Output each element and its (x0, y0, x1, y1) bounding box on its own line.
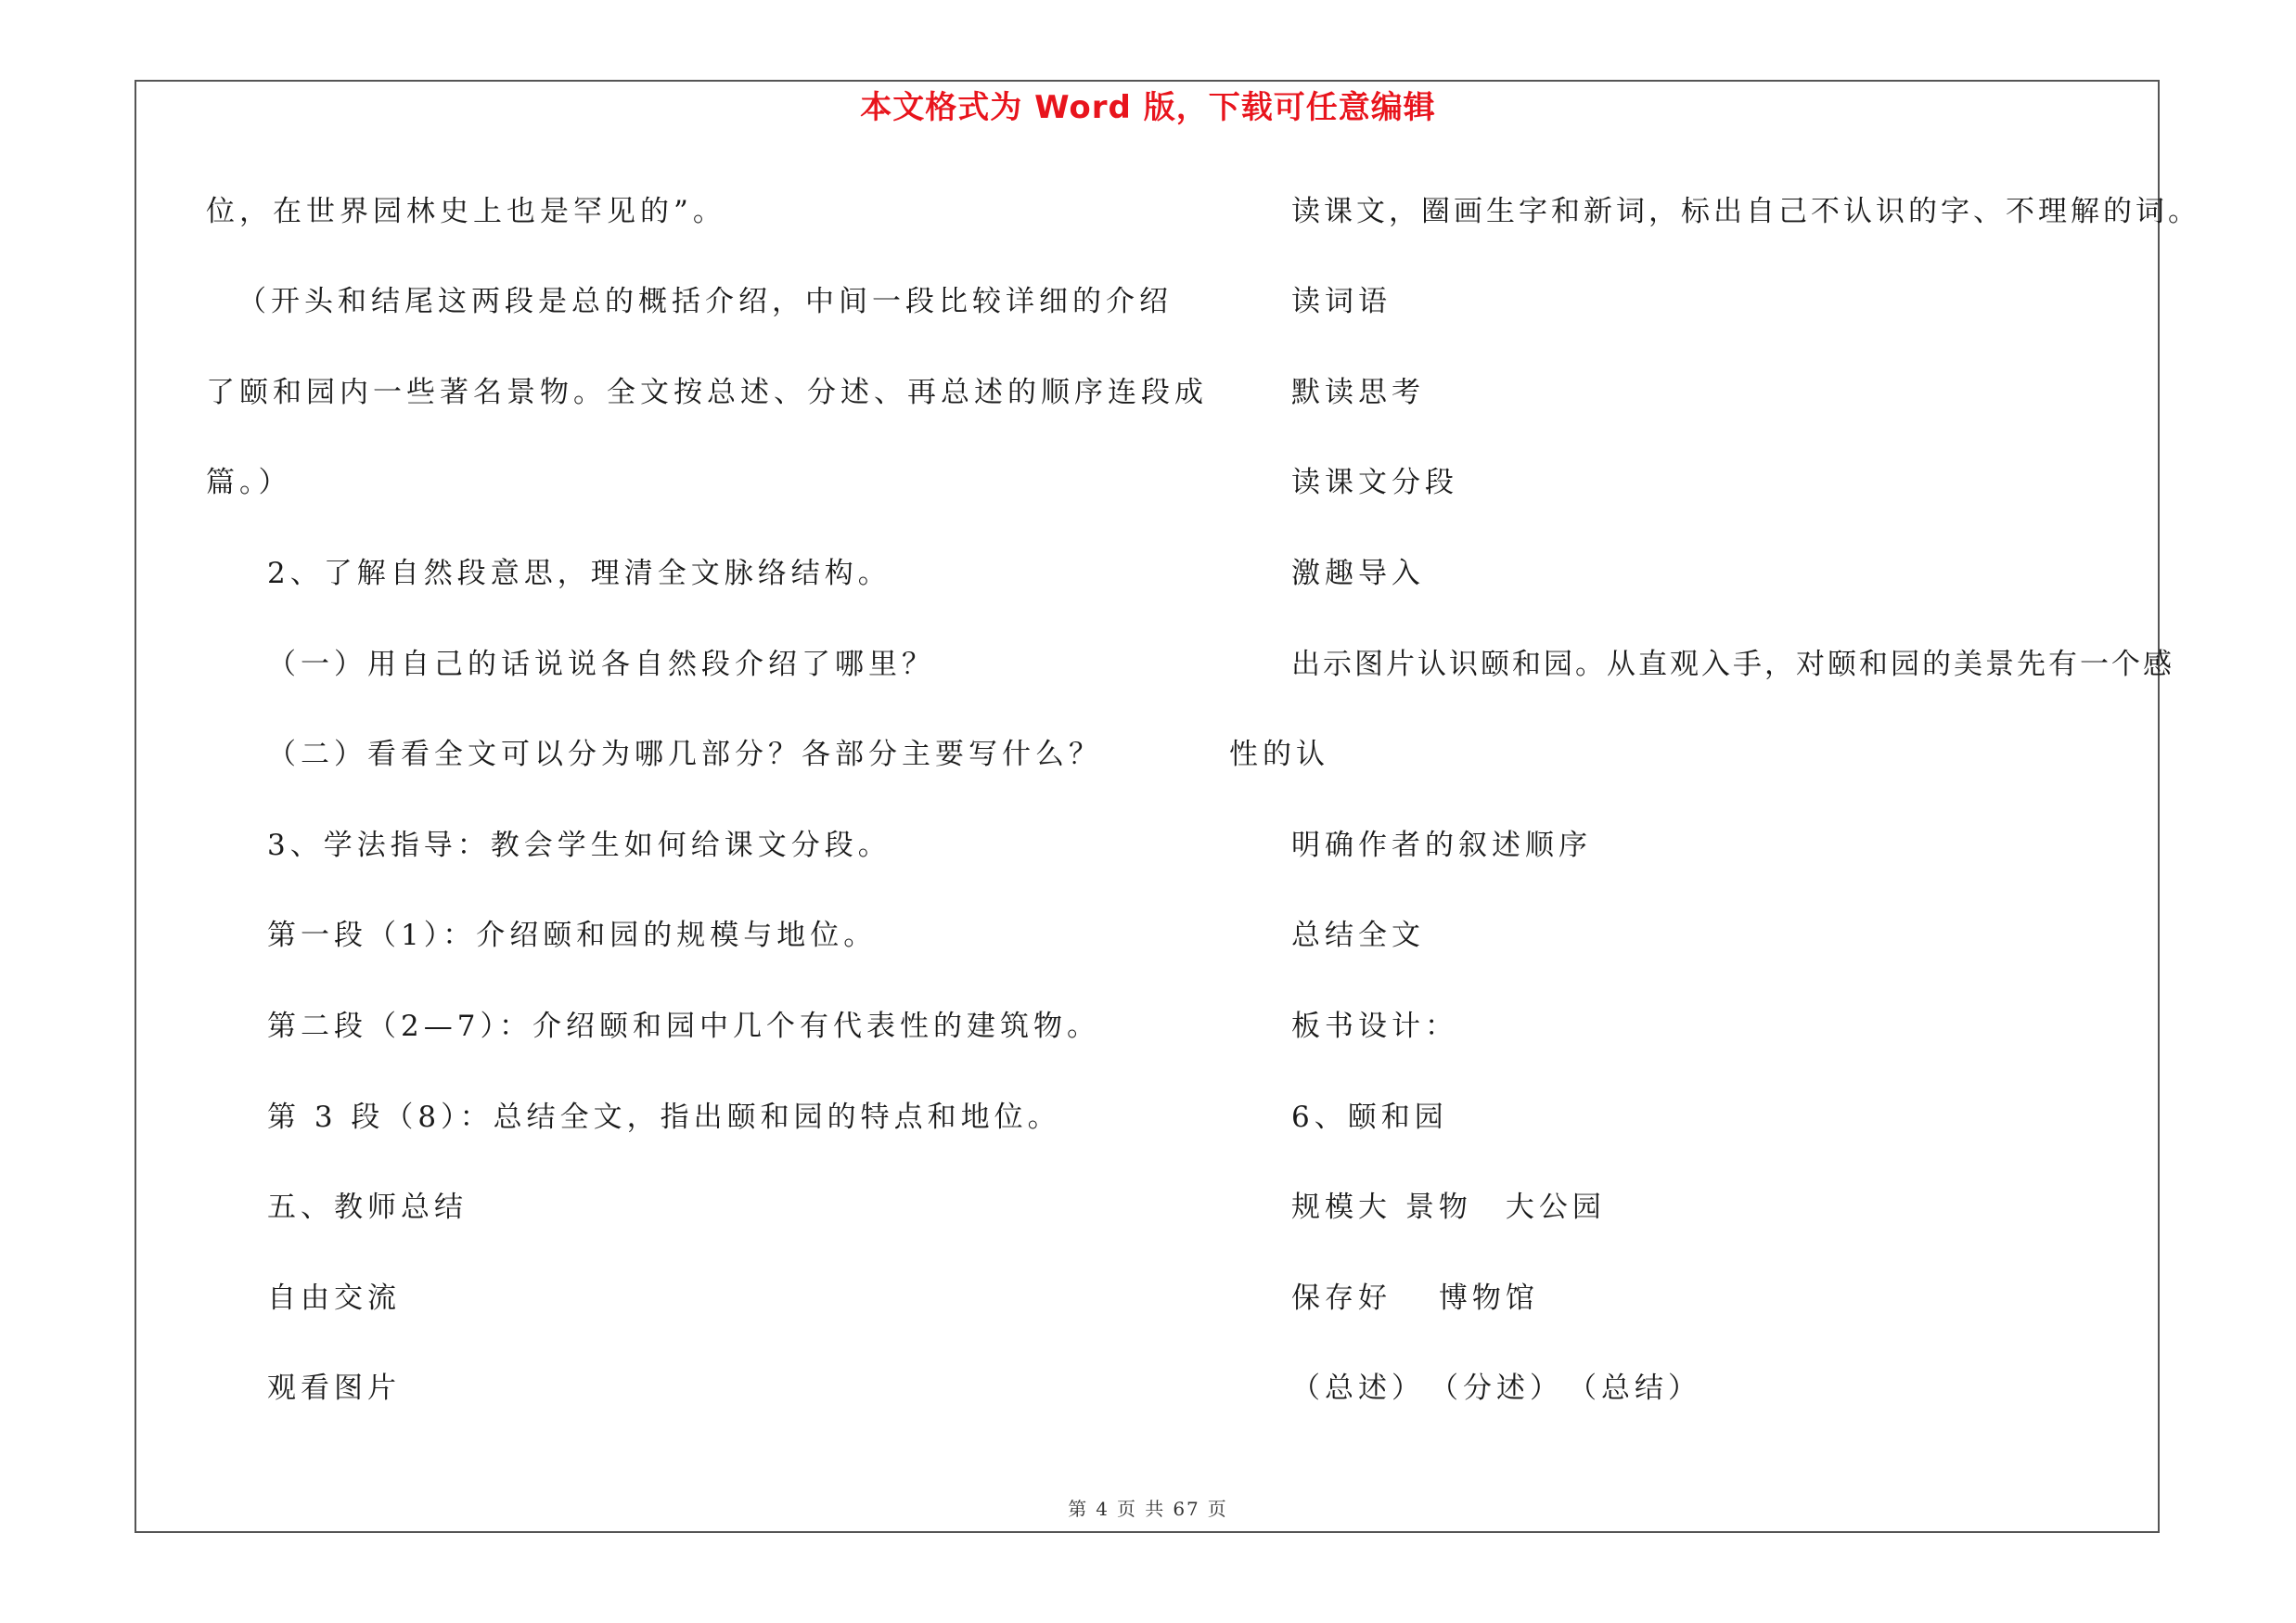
left-text-line: 五、教师总结 (267, 1191, 468, 1224)
page-footer (0, 1494, 2296, 1521)
right-text-line: 读课文分段 (1291, 466, 1458, 499)
left-text-line: （一）用自己的话说说各自然段介绍了哪里？ (267, 648, 935, 681)
right-text-line: 总结全文 (1291, 919, 1425, 952)
left-text-line: 观看图片 (267, 1372, 401, 1405)
right-text-line: 保存好 博物馆 (1291, 1282, 1539, 1315)
format-banner: 本文格式为 Word 版，下载可任意编辑 (860, 89, 1436, 126)
right-text-line: 读课文，圈画生字和新词，标出自己不认识的字、不理解的词。 (1291, 195, 2200, 228)
left-text-line: 第 3 段（8）：总结全文，指出颐和园的特点和地位。 (267, 1101, 1061, 1134)
left-text-line: 篇。） (206, 466, 292, 499)
left-text-line: 位，在世界园林史上也是罕见的”。 (206, 195, 726, 228)
left-text-line: 第一段（1）：介绍颐和园的规模与地位。 (267, 919, 878, 952)
footer-total-pages: 67 (1173, 1498, 1200, 1520)
footer-prefix: 第 (1068, 1498, 1089, 1520)
right-text-line: 明确作者的叙述顺序 (1291, 829, 1592, 862)
right-text-line: 默读思考 (1291, 376, 1425, 409)
left-text-line: 第二段（2—7）：介绍颐和园中几个有代表性的建筑物。 (267, 1010, 1100, 1043)
left-text-line: 自由交流 (267, 1282, 401, 1315)
right-text-line: 规模大 景物 大公园 (1291, 1191, 1606, 1224)
left-text-line: （开头和结尾这两段是总的概括介绍，中间一段比较详细的介绍 (237, 285, 1173, 318)
left-text-line: （二）看看全文可以分为哪几部分？各部分主要写什么？ (267, 738, 1102, 771)
left-text-line: 了颐和园内一些著名景物。全文按总述、分述、再总述的顺序连段成 (206, 376, 1208, 409)
right-text-line: 出示图片认识颐和园。从直观入手，对颐和园的美景先有一个感 (1291, 648, 2174, 681)
footer-middle: 页 共 (1116, 1498, 1166, 1520)
left-text-line: 2、了解自然段意思，理清全文脉络结构。 (267, 557, 891, 590)
right-text-line: 激趣导入 (1291, 557, 1425, 590)
left-text-line: 3、学法指导：教会学生如何给课文分段。 (267, 829, 891, 862)
right-text-line: 6、颐和园 (1291, 1101, 1448, 1134)
footer-suffix: 页 (1207, 1498, 1228, 1520)
right-text-line: 板书设计： (1291, 1010, 1458, 1043)
right-text-line: （总述） （分述） （总结） (1291, 1372, 1701, 1405)
right-text-line: 性的认 (1229, 738, 1329, 771)
footer-page-number: 4 (1096, 1498, 1110, 1520)
right-text-line: 读词语 (1291, 285, 1392, 318)
